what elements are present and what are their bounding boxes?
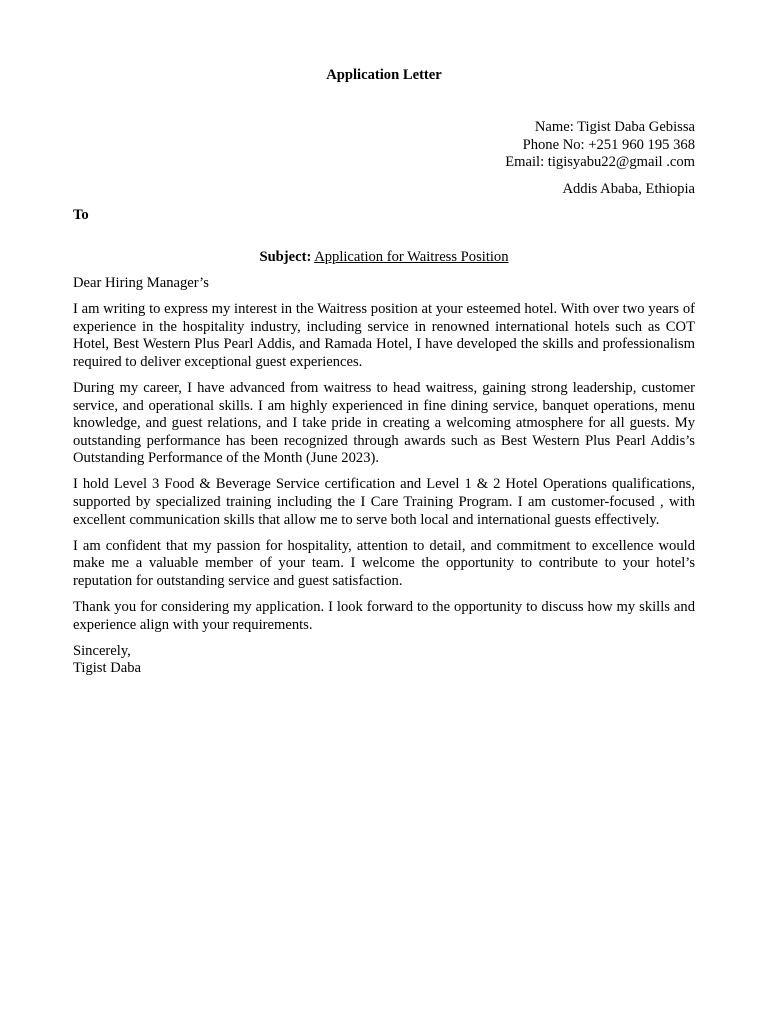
subject-text: Application for Waitress Position — [314, 249, 509, 265]
paragraph-3: I hold Level 3 Food & Beverage Service certification and Level 1 & 2 Hotel Operations qualifications, supported by specialized training including the I Care Training Program. I am customer-focused , with excellent communication skills that allow me to serve both local and international guests effectively. — [73, 476, 695, 528]
recipient-to: To — [73, 207, 89, 223]
location-line: Addis Ababa, Ethiopia — [562, 181, 695, 197]
paragraph-5: Thank you for considering my application. I look forward to the opportunity to discuss how my skills and experience align with your requirements. — [73, 599, 695, 633]
contact-email: Email: tigisyabu22@gmail .com — [505, 154, 695, 171]
letter-title: Application Letter — [326, 67, 442, 83]
contact-phone: Phone No: +251 960 195 368 — [522, 136, 695, 153]
subject-label: Subject: — [259, 249, 312, 265]
contact-block — [505, 119, 695, 172]
paragraph-2: During my career, I have advanced from waitress to head waitress, gaining strong leadership, customer service, and operational skills. I am highly experienced in fine dining service, banquet operations, menu knowledge, and guest relations, and I take pride in creating a welcoming atmosphere for all guests. My outstanding performance has been recognized through awards such as Best Western Plus Pearl Addis’s Outstanding Performance of the Month (June 2023). — [73, 379, 695, 467]
signature-name: Tigist Daba — [73, 660, 141, 677]
closing-line: Sincerely, — [73, 642, 131, 659]
salutation: Dear Hiring Manager’s — [73, 275, 209, 291]
letter-page — [73, 0, 695, 1024]
subject-line — [73, 249, 695, 267]
closing-block — [73, 643, 695, 678]
paragraph-4: I am confident that my passion for hospitality, attention to detail, and commitment to excellence would make me a valuable member of your team. I welcome the opportunity to contribute to your hotel’s reputation for outstanding service and guest satisfaction. — [73, 537, 695, 589]
letter-body — [73, 275, 695, 678]
contact-name: Name: Tigist Daba Gebissa — [534, 119, 695, 135]
paragraph-1: I am writing to express my interest in the Waitress position at your esteemed hotel. With over two years of experience in the hospitality industry, including service in renowned international hotels such as COT Hotel, Best Western Plus Pearl Addis, and Ramada Hotel, I have developed the skills and professionalism required to deliver exceptional guest experiences. — [73, 301, 695, 370]
